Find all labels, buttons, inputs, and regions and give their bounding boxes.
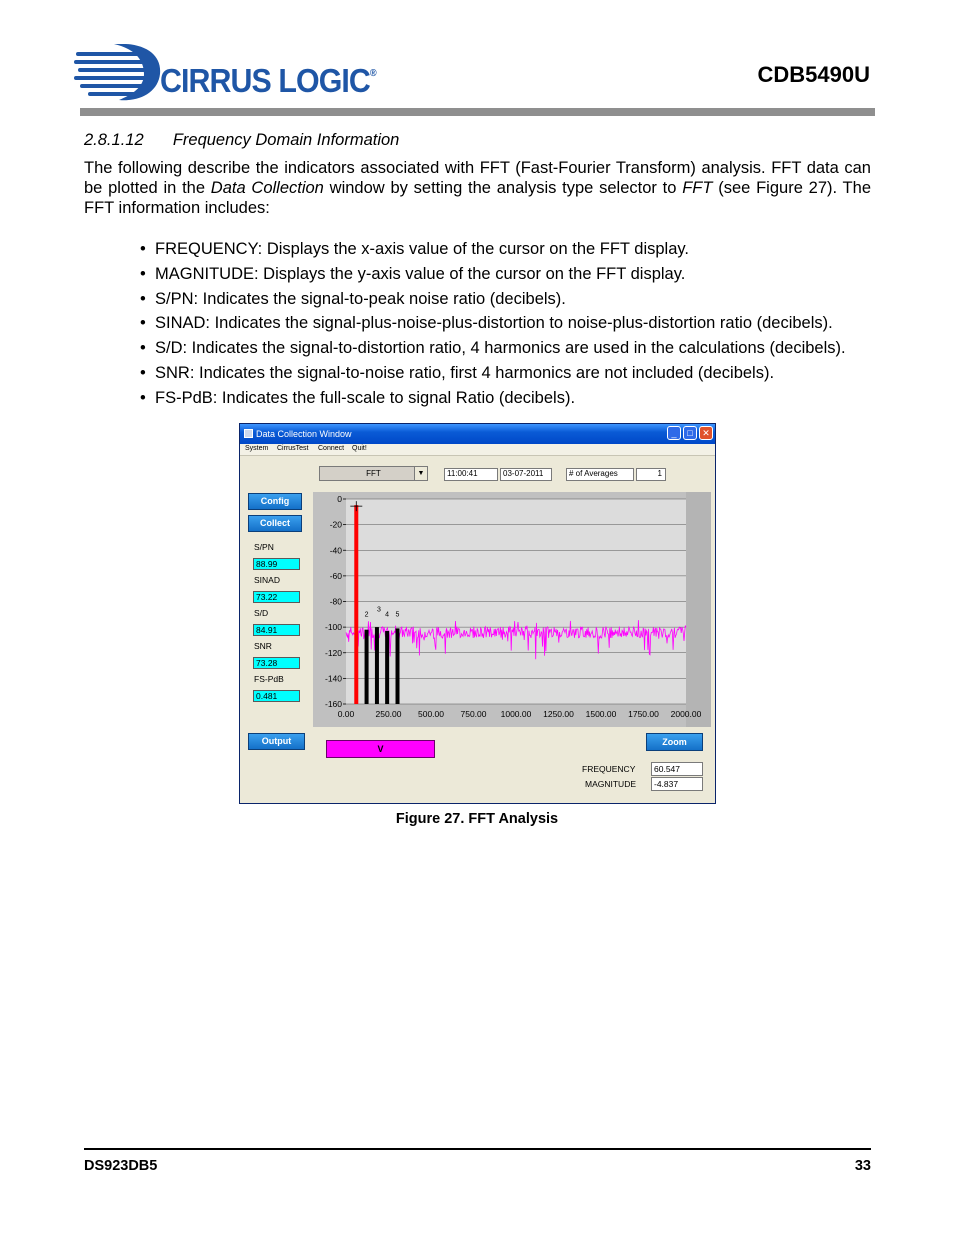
- zoom-button[interactable]: Zoom: [646, 733, 703, 751]
- x-tick-label: 250.00: [375, 709, 402, 719]
- header-rule: [80, 108, 875, 116]
- averages-label: # of Averages: [566, 468, 634, 481]
- sd-value: 84.91: [253, 624, 300, 636]
- maximize-icon[interactable]: □: [683, 426, 697, 440]
- frequency-label: FREQUENCY: [582, 764, 636, 774]
- chevron-down-icon[interactable]: ▼: [414, 467, 427, 480]
- frequency-value: 60.547: [651, 762, 703, 776]
- harmonic-label: 3: [376, 606, 381, 614]
- fspdb-label: FS-PdB: [254, 674, 284, 684]
- fspdb-value: 0.481: [253, 690, 300, 702]
- magnitude-label: MAGNITUDE: [585, 779, 636, 789]
- list-item: • FS-PdB: Indicates the full-scale to signal Ratio (decibels).: [140, 388, 576, 407]
- y-tick-label: -60: [329, 570, 342, 581]
- menu-quit[interactable]: Quit!: [352, 445, 367, 452]
- section-number: 2.8.1.12: [84, 131, 144, 149]
- fft-chart[interactable]: [313, 492, 711, 727]
- harmonic-bar: [375, 627, 379, 704]
- harmonic-label: 2: [364, 611, 369, 619]
- snr-value: 73.28: [253, 657, 300, 669]
- y-tick-label: -20: [329, 519, 342, 530]
- harmonic-label: 5: [395, 611, 400, 619]
- x-tick-label: 2000.00: [670, 709, 702, 719]
- x-tick-label: 0.00: [337, 709, 355, 719]
- figure-caption: Figure 27. FFT Analysis: [395, 811, 559, 827]
- output-button[interactable]: Output: [248, 733, 305, 750]
- page-number: 33: [854, 1158, 871, 1174]
- harmonic-bar: [365, 630, 369, 704]
- list-item: • MAGNITUDE: Displays the y-axis value of the cursor on the FFT display.: [140, 264, 686, 283]
- section-title: Frequency Domain Information: [172, 131, 400, 149]
- spn-label: S/PN: [254, 542, 274, 552]
- sinad-label: SINAD: [254, 575, 280, 585]
- spn-value: 88.99: [253, 558, 300, 570]
- list-item: • S/PN: Indicates the signal-to-peak noise ratio (decibels).: [140, 289, 566, 308]
- x-tick-label: 1000.00: [500, 709, 532, 719]
- footer-rule: [84, 1148, 871, 1150]
- x-tick-label: 1750.00: [628, 709, 659, 719]
- x-tick-label: 1500.00: [585, 709, 617, 719]
- collect-button[interactable]: Collect: [248, 515, 302, 532]
- y-tick-label: -80: [329, 596, 342, 607]
- averages-value[interactable]: 1: [636, 468, 666, 481]
- harmonic-bar: [385, 631, 389, 704]
- sd-label: S/D: [254, 608, 269, 618]
- harmonic-label: 4: [385, 611, 390, 619]
- menu-cirrustest[interactable]: CirrusTest: [277, 445, 309, 452]
- x-tick-label: 1250.00: [543, 709, 574, 719]
- x-tick-label: 500.00: [418, 709, 444, 719]
- minimize-icon[interactable]: _: [667, 426, 681, 440]
- channel-select-button[interactable]: V: [326, 740, 435, 758]
- list-item: • FREQUENCY: Displays the x-axis value of the cursor on the FFT display.: [140, 240, 690, 258]
- document-title: CDB5490U: [757, 62, 870, 87]
- y-tick-label: -120: [324, 647, 342, 658]
- menu-system[interactable]: System: [245, 445, 269, 452]
- analysis-type-select[interactable]: FFT ▼: [319, 466, 428, 481]
- section-heading: [84, 131, 399, 150]
- list-item: • SNR: Indicates the signal-to-noise ratio, first 4 harmonics are not included (decibels).: [140, 363, 775, 382]
- config-button[interactable]: Config: [248, 493, 302, 510]
- y-tick-label: -140: [324, 673, 342, 684]
- list-item: • S/D: Indicates the signal-to-distortion ratio, 4 harmonics are used in the calculations (decibels).: [140, 339, 846, 358]
- y-tick-label: -160: [324, 699, 342, 709]
- company-name: CIRRUS LOGIC®: [160, 62, 376, 99]
- menu-bar: [240, 444, 715, 456]
- close-icon[interactable]: ✕: [699, 426, 713, 440]
- y-tick-label: 0: [337, 494, 342, 504]
- data-collection-window: [239, 423, 716, 804]
- bullet-list: [140, 238, 880, 412]
- x-tick-label: 750.00: [460, 709, 487, 719]
- chart-scroll-area: [686, 492, 711, 727]
- list-item: • SINAD: Indicates the signal-plus-noise-plus-distortion to noise-plus-distortion ratio (decibels).: [140, 314, 833, 333]
- footer-doc-id: DS923DB5: [84, 1158, 158, 1174]
- window-title: Data Collection Window: [256, 429, 352, 439]
- registered-mark: ®: [369, 68, 376, 79]
- y-tick-label: -40: [329, 545, 342, 556]
- fft-term: FFT: [682, 179, 713, 197]
- time-field: 11:00:41: [444, 468, 498, 481]
- harmonic-bar: [396, 628, 400, 704]
- y-tick-label: -100: [324, 622, 342, 633]
- date-field: 03-07-2011: [500, 468, 552, 481]
- window-titlebar[interactable]: [240, 424, 715, 444]
- snr-label: SNR: [254, 641, 272, 651]
- fundamental-bar: [354, 505, 358, 704]
- menu-connect[interactable]: Connect: [318, 445, 345, 452]
- data-collection-term: Data Collection: [210, 179, 324, 197]
- intro-paragraph: The following describe the indicators associated with FFT (Fast-Fourier Transform) analysis. FFT data can be plotted in the Data Collection window by setting the analysis type selector to FFT (see Figure 27). The FFT information includes:: [84, 159, 871, 217]
- window-app-icon: [244, 429, 253, 438]
- magnitude-value: -4.837: [651, 777, 703, 791]
- sinad-value: 73.22: [253, 591, 300, 603]
